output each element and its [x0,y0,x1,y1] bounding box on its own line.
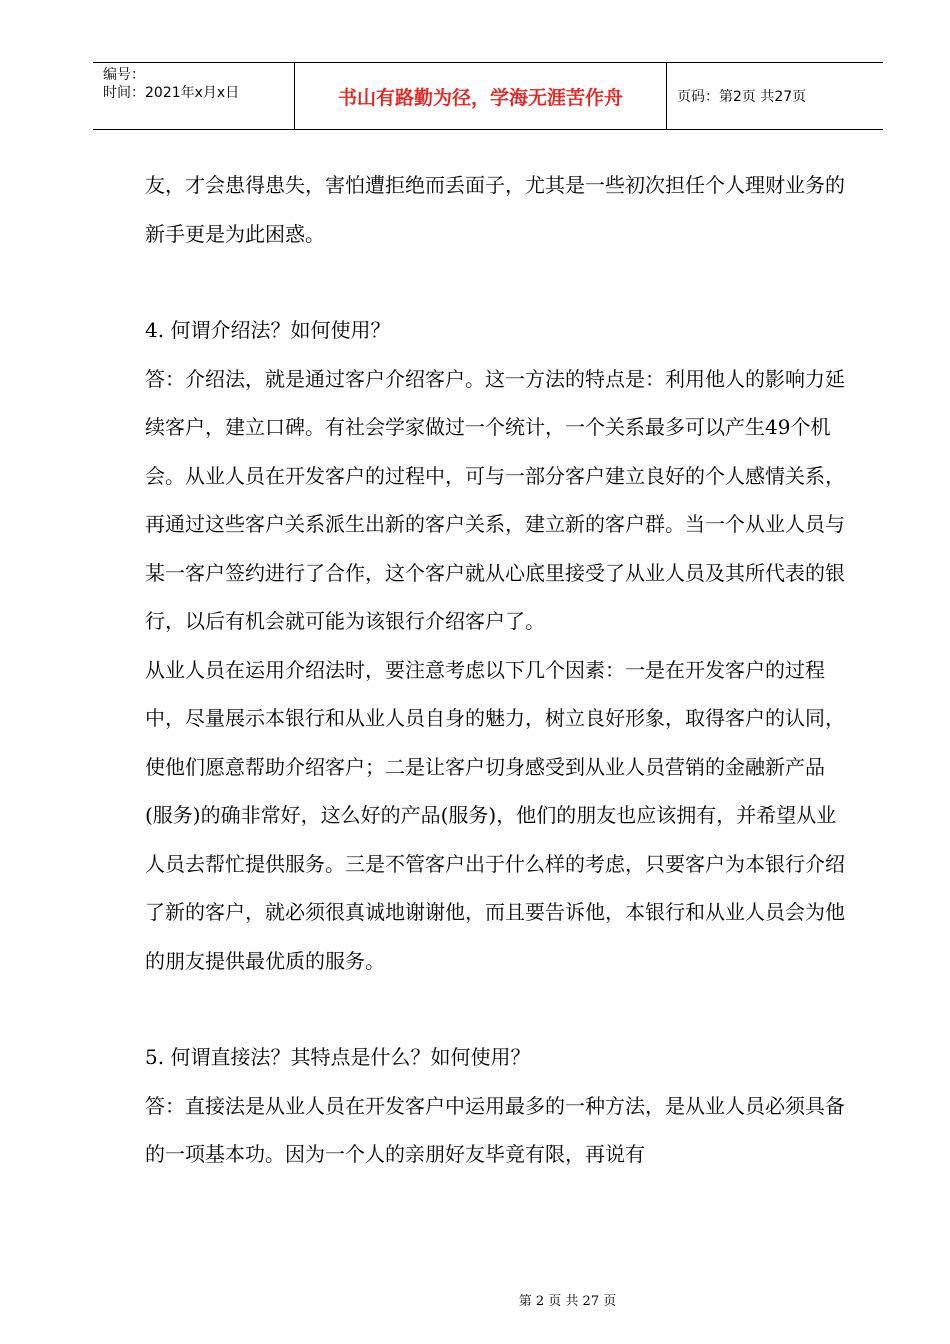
paragraph: 从业人员在运用介绍法时，要注意考虑以下几个因素：一是在开发客户的过程中，尽量展示本银行和从业人员自身的魅力，树立良好形象，取得客户的认同，使他们愿意帮助介绍客户；二是让客户切身感受到从业人员营销的金融新产品(服务)的确非常好，这么好的产品(服务)，他们的朋友也应该拥有，并希望从业人员去帮忙提供服务。三是不管客户出于什么样的考虑，只要客户为本银行介绍了新的客户，就必须很真诚地谢谢他，而且要告诉他，本银行和从业人员会为他的朋友提供最优质的服务。 [145,657,845,973]
question-heading: 4. 何谓介绍法？如何使用？ [145,318,391,342]
page-footer: 第 2 页 共 27 页 [518,1294,617,1309]
header-page-info: 页码：第2页 共27页 [677,89,807,105]
header-meta [93,63,295,129]
header-motto: 书山有路勤为径，学海无涯苦作舟 [295,63,667,129]
page-header [93,62,883,130]
document-number: 编号： [103,67,145,83]
document-time: 时间：2021年x月x日 [103,85,240,101]
document-body [145,161,845,1179]
paragraph: 友，才会患得患失，害怕遭拒绝而丢面子，尤其是一些初次担任个人理财业务的新手更是为此困惑。 [145,173,845,246]
paragraph: 答：直接法是从业人员在开发客户中运用最多的一种方法，是从业人员必须具备的一项基本功。因为一个人的亲朋好友毕竟有限，再说有 [145,1093,845,1166]
question-heading: 5. 何谓直接法？其特点是什么？如何使用？ [145,1045,531,1069]
paragraph: 答：介绍法，就是通过客户介绍客户。这一方法的特点是：利用他人的影响力延续客户，建立口碑。有社会学家做过一个统计，一个关系最多可以产生49个机会。从业人员在开发客户的过程中，可与一部分客户建立良好的个人感情关系，再通过这些客户关系派生出新的客户关系，建立新的客户群。当一个从业人员与某一客户签约进行了合作，这个客户就从心底里接受了从业人员及其所代表的银行，以后有机会就可能为该银行介绍客户了。 [145,366,845,633]
